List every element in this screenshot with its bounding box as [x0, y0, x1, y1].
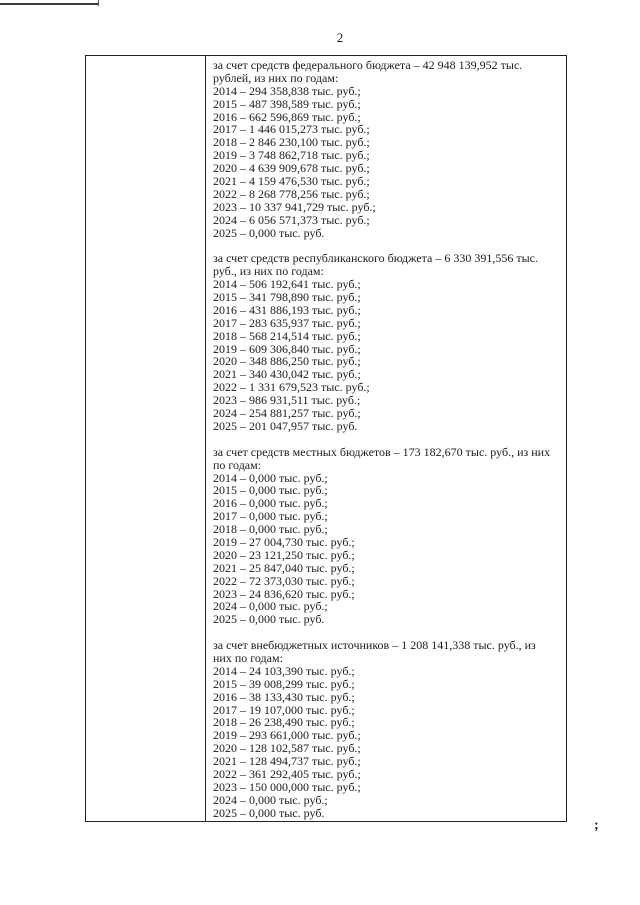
federal-budget-year-line: 2022 – 8 268 778,256 тыс. руб.;	[213, 186, 370, 201]
local-budgets-heading-line: по годам:	[213, 457, 262, 472]
local-budgets-heading-line: за счет средств местных бюджетов – 173 182,670 тыс. руб., из них	[213, 444, 551, 459]
federal-budget-year-line: 2016 – 662 596,869 тыс. руб.;	[213, 109, 361, 124]
federal-budget-year-line: 2018 – 2 846 230,100 тыс. руб.;	[213, 135, 370, 150]
federal-budget-year-line: 2025 – 0,000 тыс. руб.	[213, 225, 325, 240]
local-budgets-year-line: 2015 – 0,000 тыс. руб.;	[213, 483, 328, 498]
funding-table	[85, 55, 567, 822]
scan-edge-tick	[98, 0, 99, 6]
extrabudgetary-sources-block	[213, 639, 566, 819]
extrabudgetary-heading-line: них по годам:	[213, 650, 283, 665]
block-spacer	[213, 433, 566, 446]
margin-mark: ;	[594, 818, 599, 833]
extrabudgetary-heading-line: за счет внебюджетных источников – 1 208 141,338 тыс. руб., из	[213, 638, 536, 653]
local-budgets-year-line: 2022 – 72 373,030 тыс. руб.;	[213, 573, 355, 588]
federal-budget-heading-line: за счет средств федерального бюджета – 42 948 139,952 тыс.	[213, 58, 523, 72]
table-right-cell	[206, 56, 566, 821]
federal-budget-year-line: 2015 – 487 398,589 тыс. руб.;	[213, 96, 361, 111]
local-budgets-year-line: 2021 – 25 847,040 тыс. руб.;	[213, 560, 355, 575]
scan-edge-line	[0, 3, 99, 5]
federal-budget-year-line: 2014 – 294 358,838 тыс. руб.;	[213, 83, 361, 98]
republican-budget-year-line: 2017 – 283 635,937 тыс. руб.;	[213, 315, 361, 330]
republican-budget-year-line: 2020 – 348 886,250 тыс. руб.;	[213, 354, 361, 369]
republican-budget-year-line: 2015 – 341 798,890 тыс. руб.;	[213, 290, 361, 305]
table-left-cell	[86, 56, 206, 821]
extrabudgetary-year-line: 2021 – 128 494,737 тыс. руб.;	[213, 754, 361, 769]
extrabudgetary-year-line: 2015 – 39 008,299 тыс. руб.;	[213, 676, 355, 691]
local-budgets-year-line: 2025 – 0,000 тыс. руб.	[213, 612, 325, 627]
republican-budget-year-line: 2021 – 340 430,042 тыс. руб.;	[213, 367, 361, 382]
federal-budget-block	[213, 59, 566, 239]
extrabudgetary-year-line: 2019 – 293 661,000 тыс. руб.;	[213, 728, 361, 743]
page-number: 2	[336, 30, 344, 45]
republican-budget-year-line: 2024 – 254 881,257 тыс. руб.;	[213, 406, 361, 421]
federal-budget-year-line: 2017 – 1 446 015,273 тыс. руб.;	[213, 122, 370, 137]
republican-budget-year-line: 2018 – 568 214,514 тыс. руб.;	[213, 328, 361, 343]
extrabudgetary-year-line: 2022 – 361 292,405 тыс. руб.;	[213, 766, 361, 781]
extrabudgetary-year-line: 2020 – 128 102,587 тыс. руб.;	[213, 741, 361, 756]
republican-budget-heading-line: руб., из них по годам:	[213, 264, 324, 279]
extrabudgetary-year-line: 2018 – 26 238,490 тыс. руб.;	[213, 715, 355, 730]
republican-budget-year-line: 2019 – 609 306,840 тыс. руб.;	[213, 341, 361, 356]
local-budgets-year-line: 2014 – 0,000 тыс. руб.;	[213, 470, 328, 485]
local-budgets-year-line: 2024 – 0,000 тыс. руб.;	[213, 599, 328, 614]
local-budgets-year-line: 2020 – 23 121,250 тыс. руб.;	[213, 547, 355, 562]
republican-budget-block	[213, 252, 566, 432]
republican-budget-year-line: 2014 – 506 192,641 тыс. руб.;	[213, 277, 361, 292]
federal-budget-year-line: 2024 – 6 056 571,373 тыс. руб.;	[213, 212, 370, 227]
republican-budget-year-line: 2016 – 431 886,193 тыс. руб.;	[213, 302, 361, 317]
local-budgets-year-line: 2018 – 0,000 тыс. руб.;	[213, 522, 328, 537]
local-budgets-year-line: 2017 – 0,000 тыс. руб.;	[213, 509, 328, 524]
republican-budget-year-line: 2022 – 1 331 679,523 тыс. руб.;	[213, 380, 370, 395]
federal-budget-heading-line: рублей, из них по годам:	[213, 70, 339, 85]
extrabudgetary-year-line: 2016 – 38 133,430 тыс. руб.;	[213, 689, 355, 704]
extrabudgetary-year-line: 2025 – 0,000 тыс. руб.	[213, 805, 325, 820]
local-budgets-year-line: 2016 – 0,000 тыс. руб.;	[213, 496, 328, 511]
local-budgets-year-line: 2023 – 24 836,620 тыс. руб.;	[213, 586, 355, 601]
extrabudgetary-year-line: 2023 – 150 000,000 тыс. руб.;	[213, 779, 361, 794]
extrabudgetary-year-line: 2014 – 24 103,390 тыс. руб.;	[213, 663, 355, 678]
federal-budget-year-line: 2021 – 4 159 476,530 тыс. руб.;	[213, 174, 370, 189]
local-budgets-block	[213, 446, 566, 626]
republican-budget-year-line: 2025 – 201 047,957 тыс. руб.	[213, 418, 358, 433]
federal-budget-year-line: 2020 – 4 639 909,678 тыс. руб.;	[213, 161, 370, 176]
republican-budget-heading-line: за счет средств республиканского бюджета – 6 330 391,556 тыс.	[213, 251, 538, 266]
extrabudgetary-year-line: 2017 – 19 107,000 тыс. руб.;	[213, 702, 355, 717]
extrabudgetary-year-line: 2024 – 0,000 тыс. руб.;	[213, 792, 328, 807]
federal-budget-year-line: 2023 – 10 337 941,729 тыс. руб.;	[213, 199, 376, 214]
federal-budget-year-line: 2019 – 3 748 862,718 тыс. руб.;	[213, 148, 370, 163]
republican-budget-year-line: 2023 – 986 931,511 тыс. руб.;	[213, 393, 361, 408]
local-budgets-year-line: 2019 – 27 004,730 тыс. руб.;	[213, 534, 355, 549]
